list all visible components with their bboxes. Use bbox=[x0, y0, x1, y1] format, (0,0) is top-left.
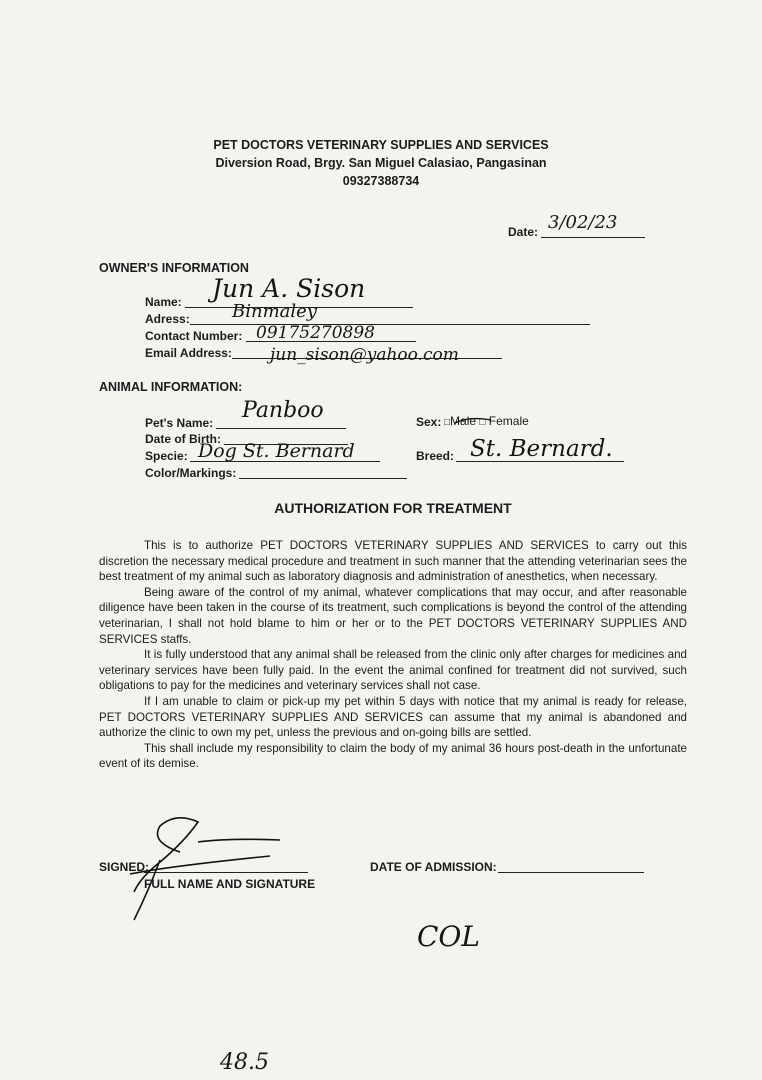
contact-number-value: 09175270898 bbox=[256, 323, 375, 343]
female-checkbox[interactable]: □ bbox=[479, 417, 486, 428]
female-option: Female bbox=[488, 414, 529, 428]
signed-label: SIGNED: bbox=[99, 860, 150, 874]
pet-name-label: Pet's Name: bbox=[145, 416, 214, 430]
owner-section-title: OWNER'S INFORMATION bbox=[99, 261, 249, 275]
business-name: PET DOCTORS VETERINARY SUPPLIES AND SERVICES bbox=[213, 138, 549, 152]
species-label: Specie: bbox=[145, 449, 188, 463]
color-markings-line bbox=[239, 478, 407, 479]
business-address: Diversion Road, Brgy. San Miguel Calasiao, Pangasinan bbox=[215, 156, 547, 170]
owner-address-label: Adress: bbox=[145, 312, 190, 326]
business-phone: 09327388734 bbox=[342, 174, 420, 188]
date-line bbox=[541, 237, 645, 238]
paragraph: This is to authorize PET DOCTORS VETERINARY SUPPLIES AND SERVICES to carry out this discretion the necessary medical procedure and treatment in such manner that the attending veterinarian sees the best treatment of my animal such as laboratory diagnosis and administration of anesthetics, when necessary. bbox=[99, 539, 687, 584]
sex-label: Sex: bbox=[416, 415, 442, 429]
paragraph: This shall include my responsibility to claim the body of my animal 36 hours post-death in the unfortunate event of its demise. bbox=[99, 741, 687, 771]
paragraph: Being aware of the control of my animal, whatever complications that may occur, and after reasonable diligence have been taken in the course of its treatment, such complications is beyond the control of the attending veterinarian, I shall not hold blame to him or her or to the PET DOCTORS VETERINARY SUPPLIES AND SERVICES staffs. bbox=[99, 585, 687, 646]
date-value: 3/02/23 bbox=[548, 212, 618, 233]
pet-name-line bbox=[216, 428, 346, 429]
dob-label: Date of Birth: bbox=[145, 432, 221, 446]
animal-section-title: ANIMAL INFORMATION: bbox=[99, 380, 243, 394]
male-strike-mark bbox=[453, 412, 493, 428]
male-checkbox[interactable]: □ bbox=[444, 417, 451, 428]
initials-annotation: COL bbox=[417, 920, 480, 953]
admission-label: DATE OF ADMISSION: bbox=[370, 860, 497, 874]
owner-name-label: Name: bbox=[145, 295, 182, 309]
owner-address-line bbox=[190, 324, 590, 325]
male-option: Male bbox=[450, 414, 477, 428]
admission-line bbox=[498, 872, 644, 873]
color-markings-label: Color/Markings: bbox=[145, 466, 237, 480]
bottom-note: 48.5 bbox=[220, 1050, 269, 1075]
authorization-body bbox=[99, 538, 687, 772]
contact-number-label: Contact Number: bbox=[145, 329, 243, 343]
paragraph: It is fully understood that any animal shall be released from the clinic only after charges for medicines and veterinary services have been fully paid. In the event the animal confined for treatment did not survived, such obligations to pay for the medicines and veterinary services shall not case. bbox=[99, 648, 687, 693]
paragraph: If I am unable to claim or pick-up my pet within 5 days with notice that my animal is ready for release, PET DOCTORS VETERINARY SUPPLIES AND SERVICES can assume that my animal is abandoned and authorize the clinic to own my pet, unless the previous and on-going bills are settled. bbox=[99, 694, 687, 740]
email-label: Email Address: bbox=[145, 346, 232, 360]
signature-caption: FULL NAME AND SIGNATURE bbox=[144, 877, 316, 891]
owner-signature bbox=[120, 812, 300, 924]
email-value: jun_sison@yahoo.com bbox=[270, 345, 459, 365]
owner-address-value: Binmaley bbox=[232, 301, 317, 322]
species-value: Dog St. Bernard bbox=[198, 440, 355, 462]
date-label: Date: bbox=[508, 225, 539, 239]
pet-name-value: Panboo bbox=[242, 398, 324, 423]
authorization-title: AUTHORIZATION FOR TREATMENT bbox=[274, 500, 512, 516]
owner-name-value: Jun A. Sison bbox=[212, 274, 366, 303]
breed-label: Breed: bbox=[416, 449, 455, 463]
breed-value: St. Bernard. bbox=[470, 436, 613, 462]
